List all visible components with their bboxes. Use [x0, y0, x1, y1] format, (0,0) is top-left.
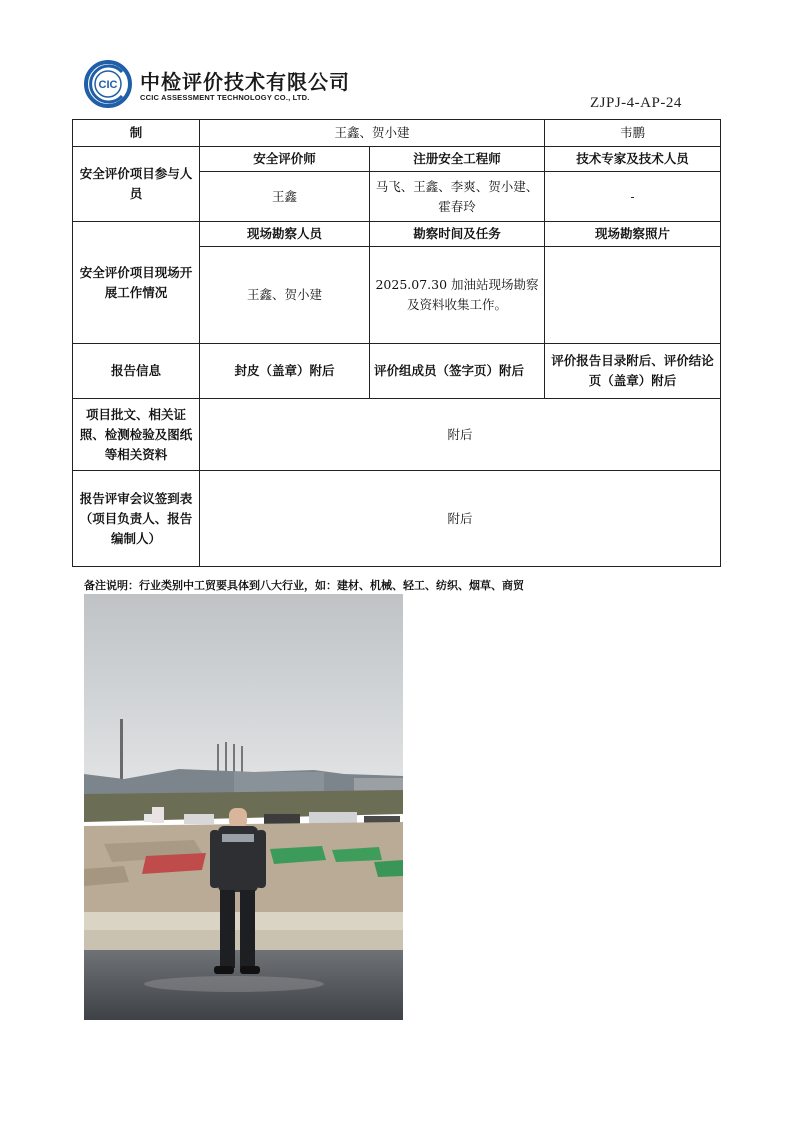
- table-row-approvals: [73, 399, 721, 471]
- company-name-cn: 中检评价技术有限公司: [140, 70, 350, 94]
- footnote: 备注说明：行业类别中工贸要具体到八大行业，如：建材、机械、轻工、纺织、烟草、商贸: [84, 579, 524, 592]
- approvals-label: 项目批文、相关证照、检测检验及图纸等相关资料: [73, 399, 200, 471]
- fieldwork-col3-header: 现场勘察照片: [545, 222, 721, 247]
- table-row-prepare: [73, 120, 721, 147]
- table-row-report-info: [73, 344, 721, 399]
- participants-col1-value: 王鑫: [200, 172, 370, 222]
- fieldwork-photo-cell: [545, 247, 721, 344]
- fieldwork-col1-value: 王鑫、贺小建: [200, 247, 370, 344]
- fieldwork-col1-header: 现场勘察人员: [200, 222, 370, 247]
- company-logo-icon: [84, 60, 132, 108]
- site-photo-illustration: [84, 594, 403, 1020]
- participants-col2-value: 马飞、王鑫、李爽、贺小建、霍春玲: [370, 172, 545, 222]
- logo-text: CIC: [98, 79, 118, 91]
- site-survey-photo: [84, 594, 403, 1020]
- report-info-col3: 评价报告目录附后、评价结论页（盖章）附后: [545, 344, 721, 399]
- fieldwork-label: 安全评价项目现场开展工作情况: [73, 222, 200, 344]
- company-name-en: CCIC ASSESSMENT TECHNOLOGY CO., LTD.: [140, 93, 310, 102]
- participants-col2-header: 注册安全工程师: [370, 147, 545, 172]
- company-logo: [84, 60, 384, 112]
- table-row-review-signin: [73, 471, 721, 567]
- participants-col1-header: 安全评价师: [200, 147, 370, 172]
- table-row-participants-header: [73, 147, 721, 172]
- participants-label: 安全评价项目参与人员: [73, 147, 200, 222]
- review-signin-label: 报告评审会议签到表（项目负责人、报告编制人）: [73, 471, 200, 567]
- approvals-value: 附后: [200, 399, 721, 471]
- table-row-fieldwork-header: [73, 222, 721, 247]
- report-info-col1: 封皮（盖章）附后: [200, 344, 370, 399]
- document-code: ZJPJ-4-AP-24: [590, 95, 682, 111]
- report-info-label: 报告信息: [73, 344, 200, 399]
- reviewer-value: 韦鹏: [545, 120, 721, 147]
- report-info-col2: 评价组成员（签字页）附后: [370, 344, 545, 399]
- participants-col3-header: 技术专家及技术人员: [545, 147, 721, 172]
- fieldwork-col2-header: 勘察时间及任务: [370, 222, 545, 247]
- prepare-value: 王鑫、贺小建: [200, 120, 545, 147]
- prepare-label: 制: [73, 120, 200, 147]
- participants-col3-value: -: [545, 172, 721, 222]
- fieldwork-col2-value: 2025.07.30 加油站现场勘察及资料收集工作。: [370, 247, 545, 344]
- assessment-table: [72, 119, 721, 567]
- review-signin-value: 附后: [200, 471, 721, 567]
